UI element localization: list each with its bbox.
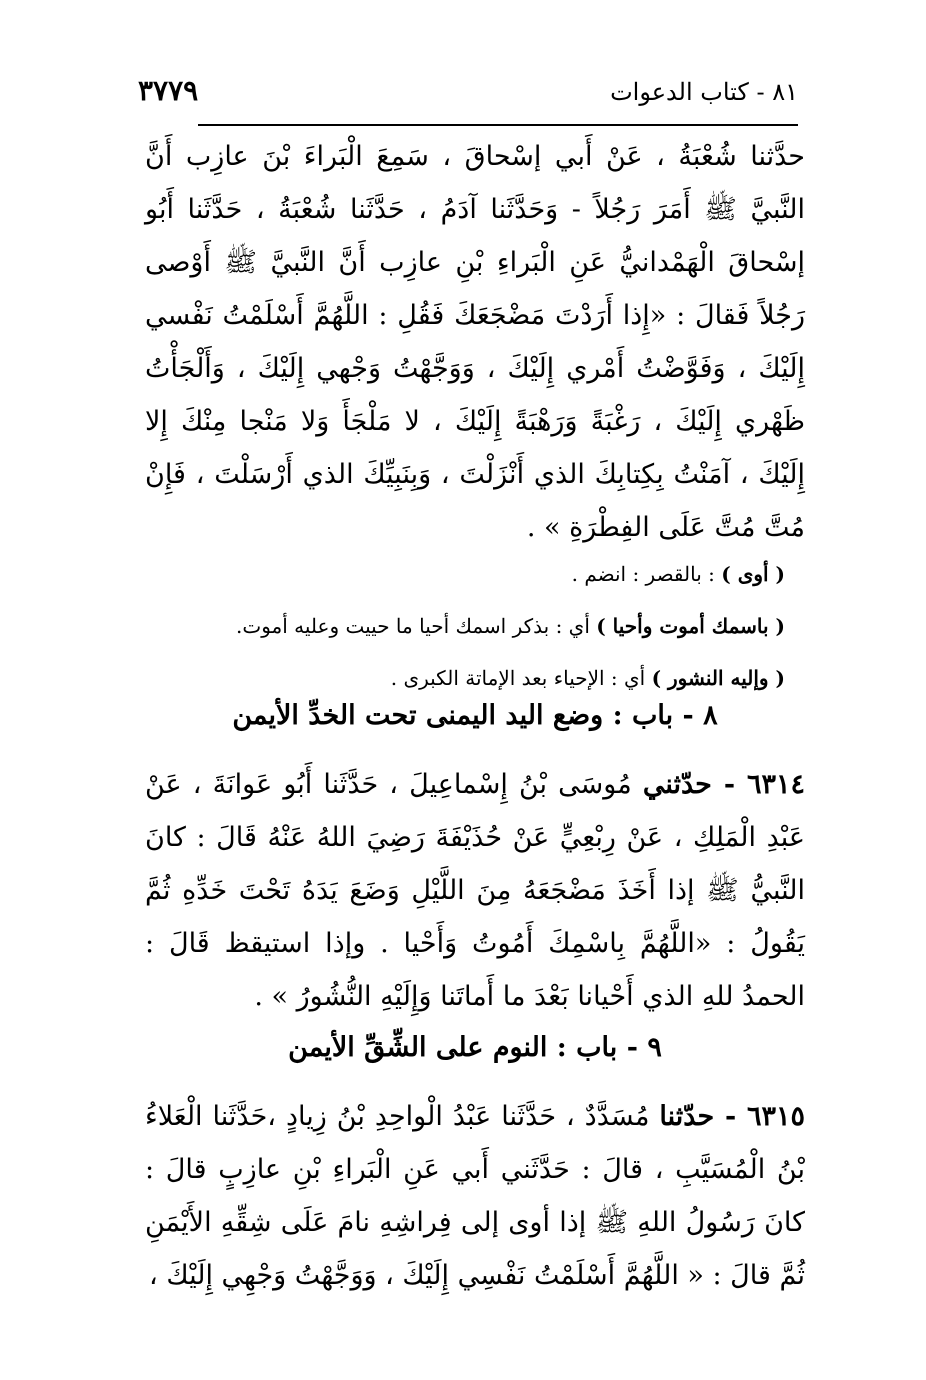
hadith-6315 <box>145 1090 805 1302</box>
running-chapter-title: ٨١ - كتاب الدعوات <box>610 78 798 106</box>
note-term: ( وإليه النشور ) <box>651 666 785 690</box>
hadith-number: ٦٣١٥ <box>746 1101 805 1132</box>
hadith-6314 <box>145 758 805 1023</box>
chapter-heading-8: ٨ - باب : وضع اليد اليمنى تحت الخدِّ الأيمن <box>232 700 718 731</box>
note-text: أي : بذكر اسمك أحيا ما حييت وعليه أموت. <box>236 614 597 638</box>
page-header <box>138 74 798 118</box>
hadith-number: ٦٣١٤ <box>746 769 805 800</box>
continuation-paragraph <box>145 130 805 554</box>
hadith-intro: - حدّثني <box>642 769 747 800</box>
hadith-text: مُوسَى بْنُ إِسْماعِيلَ ، حَدَّثَنا أَبُو عَوانَةَ ، عَنْ عَبْدِ الْمَلِكِ ، عَنْ رِبْعِيٍّ عَنْ حُذَيْفَةَ رَضِيَ اللهُ عَنْهُ قَالَ : كانَ النَّبيُّ ﷺ إذا أَخَذَ مَضْجَعَهُ مِنَ اللَّيْلِ وَضَعَ يَدَهُ تَحْتَ خَدِّهِ ثُمَّ يَقُولُ : «اللَّهُمَّ بِاسْمِكَ أَمُوتُ وَأَحْيا . وإذا استيقظ قَالَ : الحمدُ للهِ الذي أَحْيانا بَعْدَ ما أَماتَنا وَإِلَيْهِ النُّشُورُ » . <box>145 769 805 1012</box>
chapter-heading-9: ٩ - باب : النوم على الشِّقِّ الأيمن <box>288 1032 662 1063</box>
note-3 <box>145 652 805 704</box>
glossary-notes <box>145 548 805 704</box>
note-term: ( أوى ) <box>721 562 785 586</box>
note-2 <box>145 600 805 652</box>
hadith-text: مُسَدَّدٌ ، حَدَّثَنا عَبْدُ الْواحِدِ بْنُ زِيادٍ ،حَدَّثَنا الْعَلاءُ بْنُ الْمُسَيَّبِ ، قالَ : حَدَّثَني أَبي عَنِ الْبَراءِ بْنِ عازِبٍ قالَ : كانَ رَسُولُ اللهِ ﷺ إذا أوى إلى فِراشِهِ نامَ عَلَى شِقِّهِ الأَيْمَنِ ثُمَّ قالَ : « اللَّهُمَّ أَسْلَمْتُ نَفْسِي إِلَيْكَ ، وَوَجَّهْتُ وَجْهِي إِلَيْكَ ، <box>145 1101 805 1291</box>
hadith-continuation-text: حدَّثنا شُعْبَةُ ، عَنْ أَبي إسْحاقَ ، سَمِعَ الْبَراءَ بْنَ عازِب أَنَّ النَّبيَّ ﷺ أَمَرَ رَجُلاً - وَحَدَّثَنا آدَمُ ، حَدَّثَنا شُعْبَةُ ، حَدَّثَنا أَبُو إسْحاقَ الْهَمْدانيُّ عَنِ الْبَراءِ بْنِ عازِب أَنَّ النَّبيَّ ﷺ أَوْصى رَجُلاً فَقالَ : «إِذا أَرَدْتَ مَضْجَعَكَ فَقُلِ : اللَّهُمَّ أَسْلَمْتُ نَفْسي إِلَيْكَ ، وَفَوَّضْتُ أَمْري إِلَيْكَ ، وَوَجَّهْتُ وَجْهي إِلَيْكَ ، وَأَلْجَأْتُ ظَهْري إِلَيْكَ ، رَغْبَةً وَرَهْبَةً إِلَيْكَ ، لا مَلْجَأَ وَلا مَنْجا مِنْكَ إِلا إِلَيْكَ ، آمَنْتُ بِكِتابِكَ الذي أَنْزَلْتَ ، وَبِنَبِيِّكَ الذي أَرْسَلْتَ ، فَإِنْ مُتَّ مُتَّ عَلَى الفِطْرَةِ » . <box>145 141 805 543</box>
note-1 <box>145 548 805 600</box>
hadith-intro: - حدّثنا <box>659 1101 747 1132</box>
note-text: أي : الإحياء بعد الإماتة الكبرى . <box>390 666 652 690</box>
note-text: : بالقصر : انضم . <box>571 562 722 586</box>
header-divider <box>198 124 798 126</box>
note-term: ( باسمك أموت وأحيا ) <box>596 614 785 638</box>
page-number: ٣٧٧٩ <box>138 74 199 107</box>
